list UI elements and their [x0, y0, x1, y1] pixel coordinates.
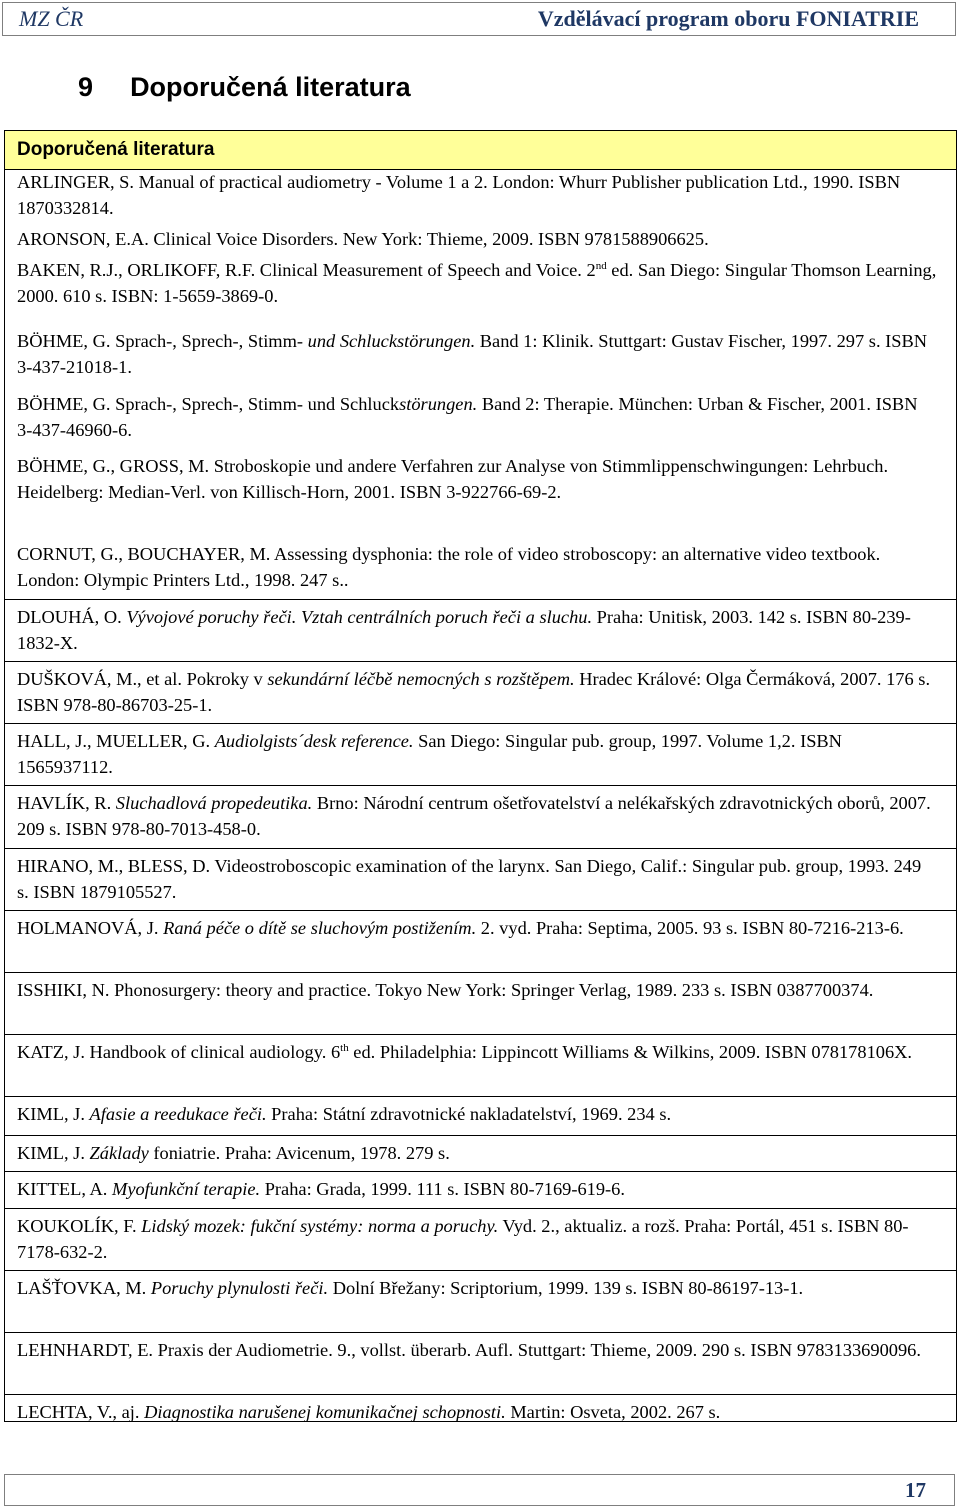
entry-text: HALL, J., MUELLER, G.: [17, 731, 215, 751]
bibliography-entry: [17, 454, 937, 505]
entry-text: LAŠŤOVKA, M.: [17, 1278, 151, 1298]
entry-text: ed. San Diego: Singular Thomson Learning, 2000. 610 s. ISBN: 1-5659-3869-0.: [17, 260, 937, 306]
entry-text: BÖHME, G. Sprach-, Sprech-, Stimm- und Schluck: [17, 394, 400, 414]
bibliography-entry: [17, 170, 937, 221]
entry-title-italic: Afasie a reedukace řeči.: [89, 1104, 267, 1124]
bibliography-entry: [17, 329, 937, 380]
bibliography-entry: [17, 258, 937, 309]
chapter-title: Doporučená literatura: [130, 72, 411, 102]
entry-title-italic: Raná péče o dítě se sluchovým postižením.: [163, 918, 477, 938]
bibliography-entry: [17, 1141, 937, 1167]
entry-text: Praha: Unitisk, 2003. 142 s. ISBN 80-239-1832-X.: [17, 607, 911, 653]
section-title-band: [5, 131, 956, 170]
entry-text: BAKEN, R.J., ORLIKOFF, R.F. Clinical Measurement of Speech and Voice. 2: [17, 260, 596, 280]
entry-text: ARLINGER, S. Manual of practical audiometry - Volume 1 a 2. London: Whurr Publisher publication Ltd., 1990. ISBN 1870332814.: [17, 172, 901, 218]
entry-text: LECHTA, V., aj.: [17, 1402, 145, 1422]
entry-text: 2. vyd. Praha: Septima, 2005. 93 s. ISBN 80-7216-213-6.: [476, 918, 904, 938]
entry-text: San Diego: Singular pub. group, 1997. Volume 1,2. ISBN 1565937112.: [17, 731, 842, 777]
entry-title-italic: Sluchadlová propedeutika.: [115, 793, 313, 813]
entry-title-italic: Diagnostika narušenej komunikačnej schopnosti.: [144, 1402, 506, 1422]
entry-title-italic: Poruchy plynulosti řeči.: [150, 1278, 329, 1298]
page-footer: [4, 1474, 955, 1506]
bibliography-table: [4, 130, 957, 1422]
bibliography-entry: [17, 1177, 937, 1203]
entry-text: Praha: Státní zdravotnické nakladatelství, 1969. 234 s.: [266, 1104, 672, 1124]
entry-text: foniatrie. Praha: Avicenum, 1978. 279 s.: [148, 1143, 450, 1163]
entry-text: KOUKOLÍK, F.: [17, 1216, 142, 1236]
bibliography-entry: [17, 916, 937, 942]
entry-text: ARONSON, E.A. Clinical Voice Disorders. New York: Thieme, 2009. ISBN 9781588906625.: [17, 229, 709, 249]
entry-text: Martin: Osveta, 2002. 267 s.: [505, 1402, 721, 1422]
bibliography-entry: [17, 667, 937, 718]
entry-text: CORNUT, G., BOUCHAYER, M. Assessing dysphonia: the role of video stroboscopy: an alternative video textbook. London: Olympic Printers Ltd., 1998. 247 s..: [17, 544, 881, 590]
page-number: 17: [905, 1477, 926, 1502]
bibliography-entry: [17, 392, 937, 443]
entry-text: Band 1: Klinik. Stuttgart: Gustav Fischer, 1997. 297 s. ISBN 3-437-21018-1.: [17, 331, 928, 377]
bibliography-entry: [17, 729, 937, 780]
bibliography-entry: [17, 605, 937, 656]
entry-text: BÖHME, G., GROSS, M. Stroboskopie und andere Verfahren zur Analyse von Stimmlippenschwingungen: Lehrbuch. Heidelberg: Median-Verl. von Killisch-Horn, 2001. ISBN 3-922766-69-2.: [17, 456, 889, 502]
entry-text: KATZ, J. Handbook of clinical audiology. 6: [17, 1042, 341, 1062]
bibliography-entry: [17, 791, 937, 842]
entry-superscript: nd: [595, 259, 607, 272]
entry-title-italic: Myofunkční terapie.: [112, 1179, 261, 1199]
bibliography-entry: [17, 1400, 937, 1426]
entry-text: Vyd. 2., aktualiz. a rozš. Praha: Portál, 451 s. ISBN 80-7178-632-2.: [17, 1216, 909, 1262]
bibliography-entry: [17, 1276, 937, 1302]
bibliography-entry: [17, 978, 937, 1004]
entry-title-italic: störungen.: [399, 394, 478, 414]
chapter-heading: [78, 72, 411, 103]
page-header: [2, 2, 956, 36]
header-left: MZ ČR: [19, 6, 84, 31]
entry-text: ed. Philadelphia: Lippincott Williams & Wilkins, 2009. ISBN 078178106X.: [348, 1042, 913, 1062]
bibliography-entry: [17, 227, 937, 253]
entry-text: Dolní Břežany: Scriptorium, 1999. 139 s. ISBN 80-86197-13-1.: [328, 1278, 804, 1298]
bibliography-entries: [5, 170, 956, 1422]
entry-text: BÖHME, G. Sprach-, Sprech-, Stimm-: [17, 331, 308, 351]
entry-text: Praha: Grada, 1999. 111 s. ISBN 80-7169-619-6.: [260, 1179, 625, 1199]
entry-title-italic: Základy: [89, 1143, 149, 1163]
entry-text: KIML, J.: [17, 1143, 90, 1163]
entry-text: KITTEL, A.: [17, 1179, 112, 1199]
bibliography-entry: [17, 1214, 937, 1265]
entry-text: ISSHIKI, N. Phonosurgery: theory and practice. Tokyo New York: Springer Verlag, 1989. 233 s. ISBN 0387700374.: [17, 980, 874, 1000]
entry-text: DLOUHÁ, O.: [17, 607, 127, 627]
entry-superscript: th: [340, 1041, 349, 1054]
entry-text: Band 2: Therapie. München: Urban & Fischer, 2001. ISBN 3-437-46960-6.: [17, 394, 918, 440]
entry-text: LEHNHARDT, E. Praxis der Audiometrie. 9., vollst. überarb. Aufl. Stuttgart: Thieme, 2009. 290 s. ISBN 9783133690096.: [17, 1340, 921, 1360]
entry-title-italic: Audiolgists´desk reference.: [214, 731, 414, 751]
bibliography-entry: [17, 1040, 937, 1066]
bibliography-entry: [17, 854, 937, 905]
entry-text: Brno: Národní centrum ošetřovatelství a nelékařských zdravotnických oborů, 2007. 209 s. ISBN 978-80-7013-458-0.: [17, 793, 931, 839]
entry-title-italic: und Schluckstörungen.: [307, 331, 476, 351]
entry-text: Hradec Králové: Olga Čermáková, 2007. 176 s. ISBN 978-80-86703-25-1.: [17, 669, 931, 715]
entry-text: HOLMANOVÁ, J.: [17, 918, 164, 938]
bibliography-entry: [17, 542, 937, 593]
header-right: Vzdělávací program oboru FONIATRIE: [537, 6, 919, 31]
entry-text: KIML, J.: [17, 1104, 90, 1124]
section-title: Doporučená literatura: [17, 139, 215, 160]
entry-title-italic: sekundární léčbě nemocných s rozštěpem.: [267, 669, 575, 689]
entry-text: DUŠKOVÁ, M., et al. Pokroky v: [17, 669, 268, 689]
entry-text: HAVLÍK, R.: [17, 793, 116, 813]
entry-title-italic: Vývojové poruchy řeči. Vztah centrálních poruch řeči a sluchu.: [126, 607, 593, 627]
bibliography-entry: [17, 1102, 937, 1128]
chapter-number: 9: [78, 72, 94, 102]
entry-text: HIRANO, M., BLESS, D. Videostroboscopic examination of the larynx. San Diego, Calif.: Singular pub. group, 1993. 249 s. ISBN 1879105527.: [17, 856, 922, 902]
entry-title-italic: Lidský mozek: fukční systémy: norma a poruchy.: [141, 1216, 499, 1236]
bibliography-entry: [17, 1338, 937, 1364]
